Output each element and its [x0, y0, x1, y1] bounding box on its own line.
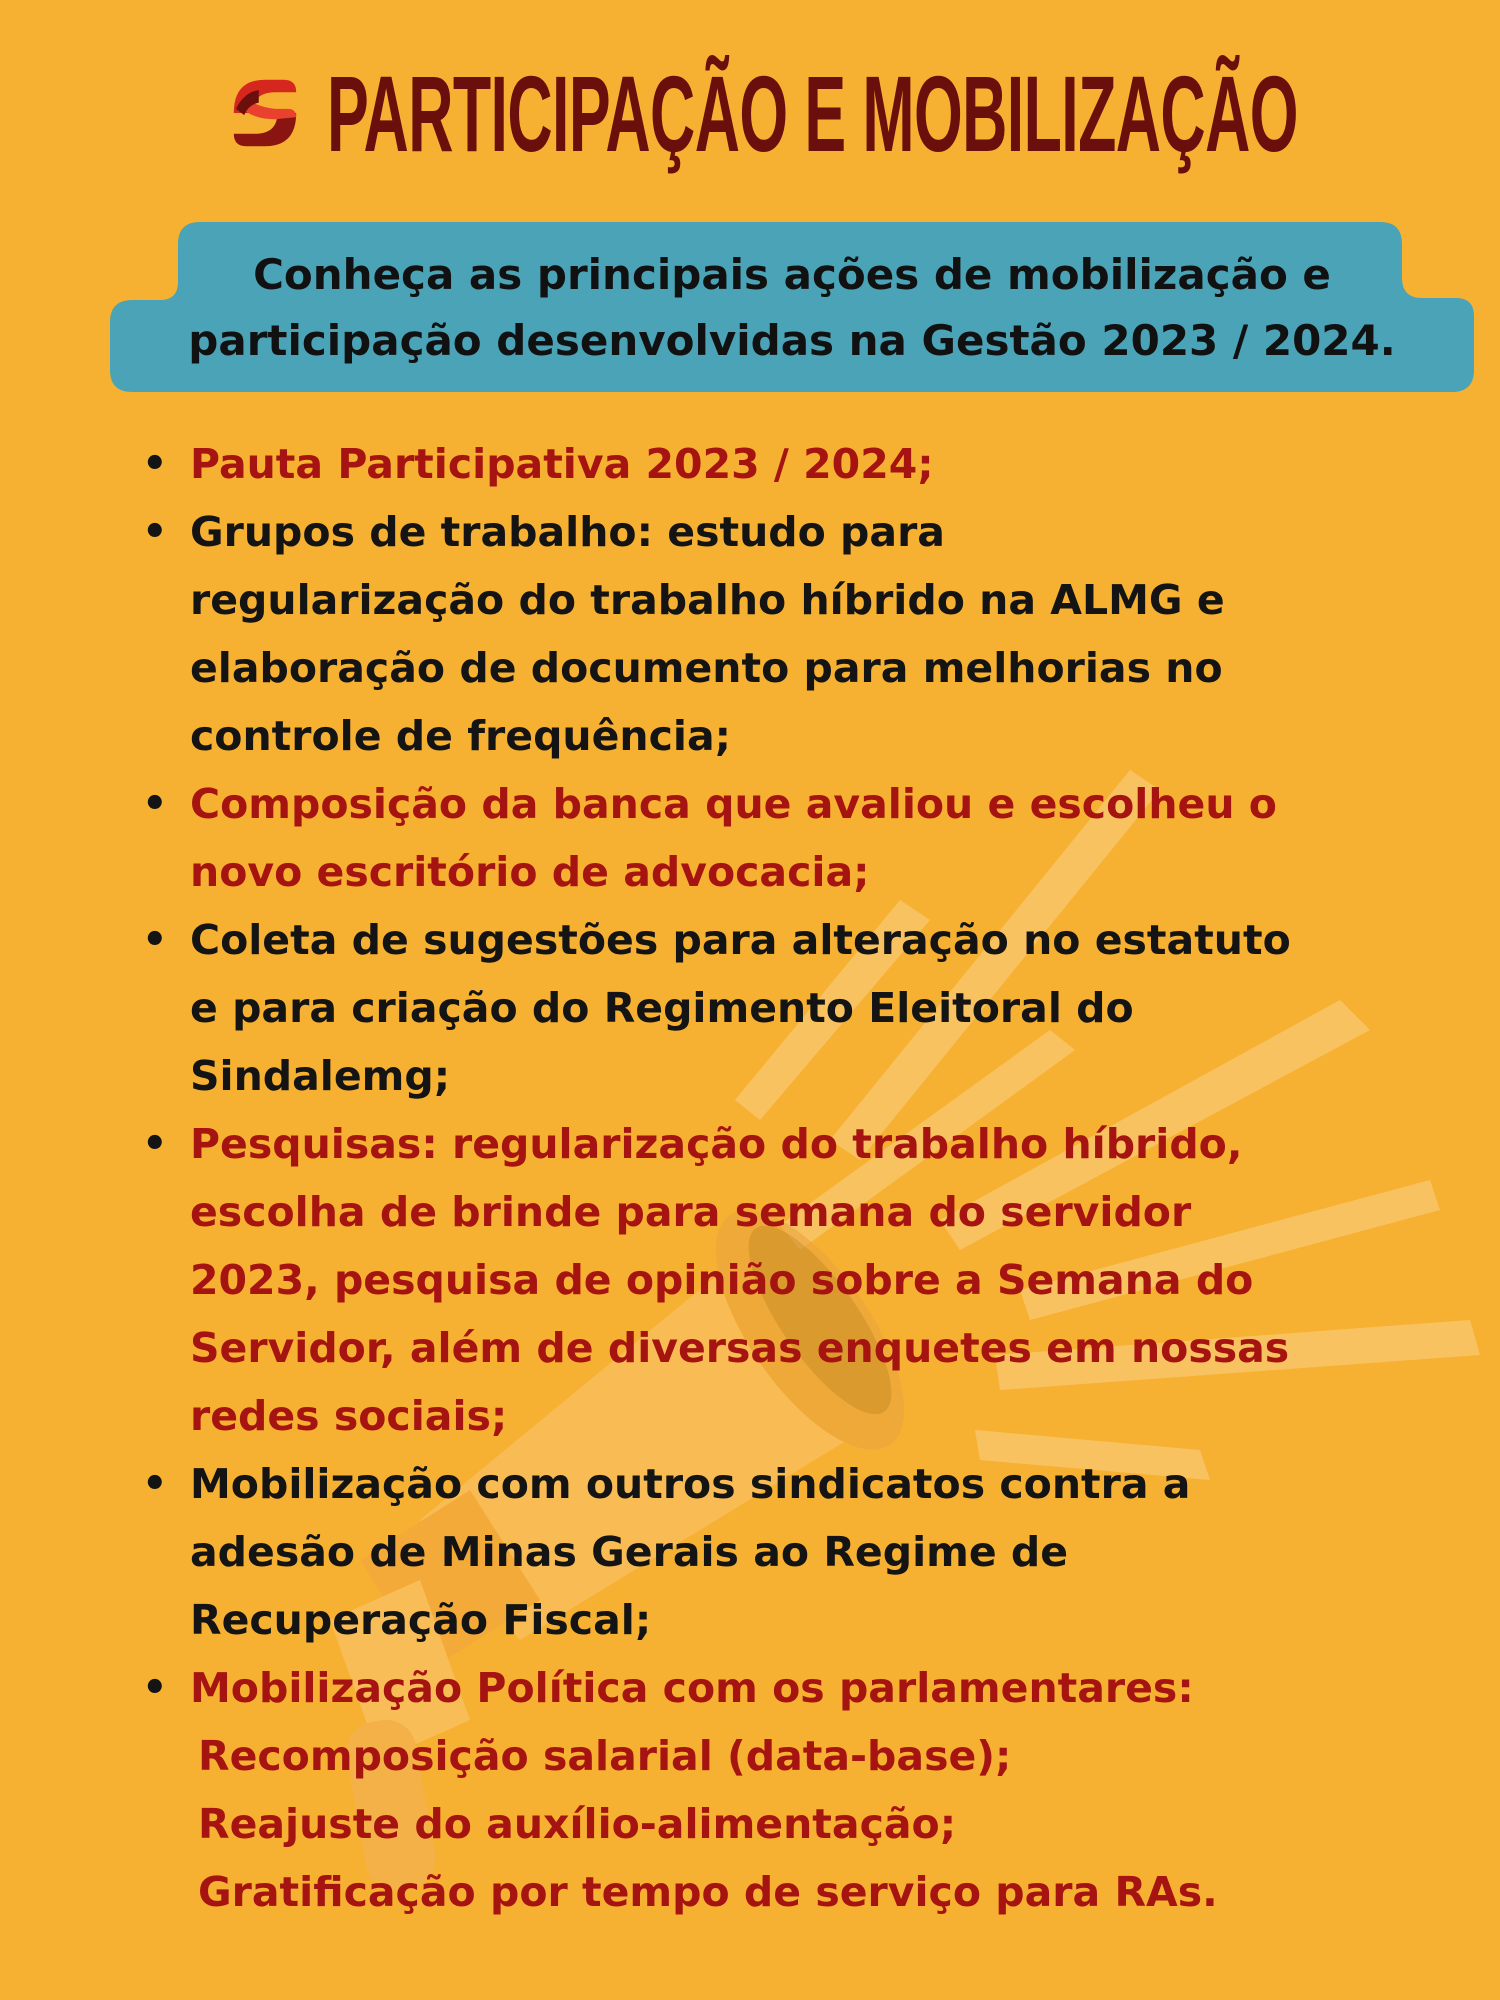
intro-banner — [110, 222, 1474, 392]
list-item-line: Composição da banca que avaliou e escolheu o — [190, 780, 1277, 828]
list-item-line: regularização do trabalho híbrido na ALMG e — [190, 576, 1225, 624]
list-item-pesquisas — [142, 1110, 1430, 1450]
list-item-line: 2023, pesquisa de opinião sobre a Semana do — [190, 1256, 1254, 1304]
bullet-icon: • — [142, 441, 168, 487]
bullet-icon: • — [142, 1461, 168, 1507]
list-item-line: Mobilização Política com os parlamentares: — [190, 1664, 1194, 1712]
bullet-icon: • — [142, 1121, 168, 1167]
banner-line-2: participação desenvolvidas na Gestão 2023 / 2024. — [188, 316, 1396, 365]
page-title: PARTICIPAÇÃO E MOBILIZAÇÃO — [327, 52, 1298, 174]
bullet-icon: • — [142, 509, 168, 555]
sindalemg-logo-icon — [213, 61, 317, 165]
list-item-pauta — [142, 430, 1430, 498]
list-item-line: controle de frequência; — [190, 712, 732, 760]
list-item-line: elaboração de documento para melhorias no — [190, 644, 1223, 692]
sub-item-recomposicao: Recomposição salarial (data-base); — [198, 1732, 1012, 1780]
list-item-line: Pesquisas: regularização do trabalho híbrido, — [190, 1120, 1243, 1168]
banner-line-1: Conheça as principais ações de mobilização e — [253, 250, 1331, 299]
bullet-icon: • — [142, 781, 168, 827]
list-item-banca — [142, 770, 1430, 906]
list-item-line: Pauta Participativa 2023 / 2024; — [190, 440, 934, 488]
list-item-line: Recuperação Fiscal; — [190, 1596, 652, 1644]
bullet-icon: • — [142, 1665, 168, 1711]
list-item-line: escolha de brinde para semana do servidor — [190, 1188, 1192, 1236]
list-item-coleta — [142, 906, 1430, 1110]
list-item-line: novo escritório de advocacia; — [190, 848, 870, 896]
actions-list — [142, 430, 1430, 1926]
bullet-icon: • — [142, 917, 168, 963]
list-item-mobilizacao-politica — [142, 1654, 1430, 1926]
list-item-line: Mobilização com outros sindicatos contra a — [190, 1460, 1191, 1508]
banner-text — [110, 242, 1474, 374]
list-item-line: Grupos de trabalho: estudo para — [190, 508, 945, 556]
sub-item-gratificacao: Gratificação por tempo de serviço para RAs. — [198, 1868, 1218, 1916]
list-item-line: Servidor, além de diversas enquetes em nossas — [190, 1324, 1290, 1372]
list-item-grupos — [142, 498, 1430, 770]
list-item-line: adesão de Minas Gerais ao Regime de — [190, 1528, 1069, 1576]
sub-item-reajuste: Reajuste do auxílio-alimentação; — [198, 1800, 957, 1848]
list-item-line: Sindalemg; — [190, 1052, 451, 1100]
list-item-line: Coleta de sugestões para alteração no estatuto — [190, 916, 1291, 964]
header — [0, 48, 1500, 178]
list-item-line: e para criação do Regimento Eleitoral do — [190, 984, 1134, 1032]
list-item-line: redes sociais; — [190, 1392, 508, 1440]
list-item-mobilizacao-sindicatos — [142, 1450, 1430, 1654]
